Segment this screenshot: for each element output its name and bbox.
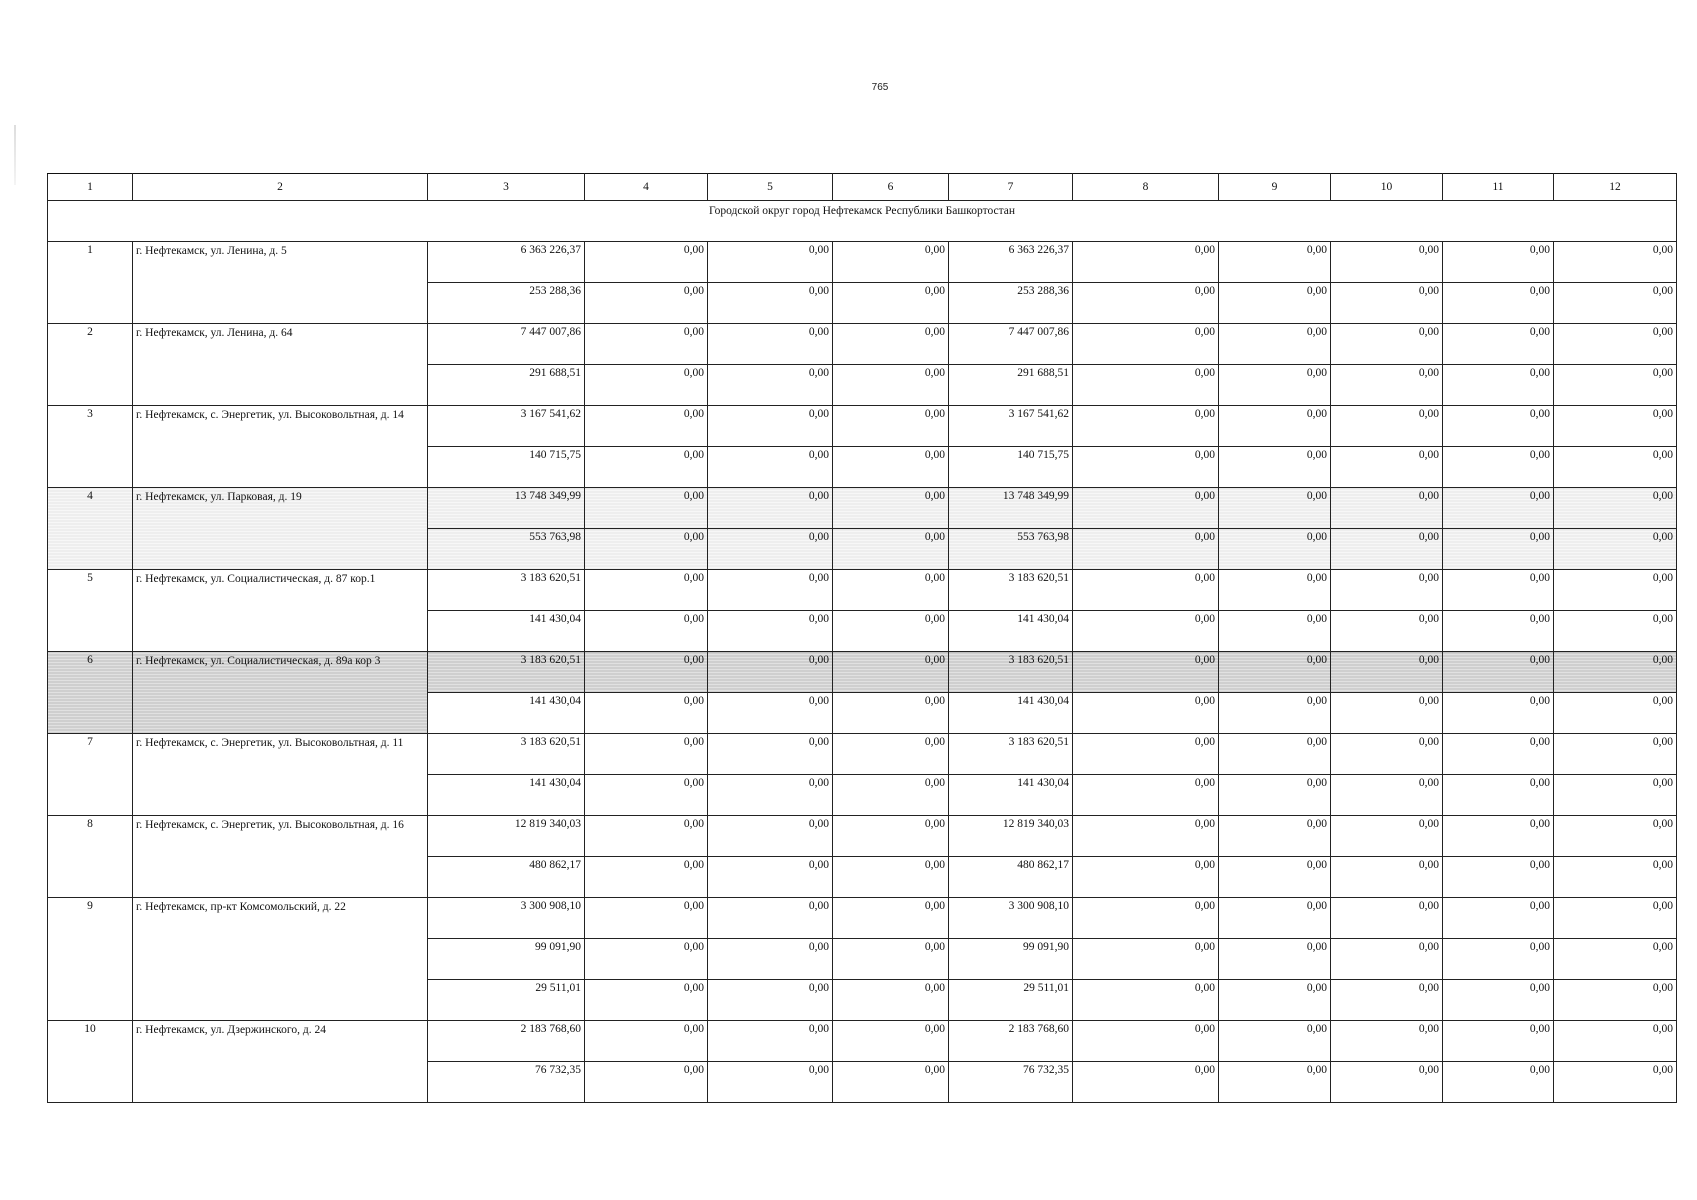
address-cell: г. Нефтекамск, с. Энергетик, ул. Высоковольтная, д. 11 <box>133 734 428 816</box>
value-cell-col-12: 0,00 <box>1554 283 1677 324</box>
value-cell-col-3: 29 511,01 <box>428 980 585 1021</box>
value-cell-col-6: 0,00 <box>833 406 949 447</box>
value-cell-col-6: 0,00 <box>833 1021 949 1062</box>
column-number-2: 2 <box>133 174 428 201</box>
value-cell-col-12: 0,00 <box>1554 1062 1677 1103</box>
address-cell: г. Нефтекамск, ул. Дзержинского, д. 24 <box>133 1021 428 1103</box>
value-cell-col-3: 76 732,35 <box>428 1062 585 1103</box>
value-cell-col-7: 253 288,36 <box>949 283 1073 324</box>
value-cell-col-4: 0,00 <box>585 734 708 775</box>
value-cell-col-7: 141 430,04 <box>949 693 1073 734</box>
value-cell-col-4: 0,00 <box>585 447 708 488</box>
value-cell-col-8: 0,00 <box>1073 488 1219 529</box>
value-cell-col-9: 0,00 <box>1219 283 1331 324</box>
value-cell-col-10: 0,00 <box>1331 324 1443 365</box>
address-cell: г. Нефтекамск, с. Энергетик, ул. Высоковольтная, д. 14 <box>133 406 428 488</box>
value-cell-col-12: 0,00 <box>1554 980 1677 1021</box>
value-cell-col-12: 0,00 <box>1554 1021 1677 1062</box>
value-cell-col-6: 0,00 <box>833 570 949 611</box>
value-cell-col-9: 0,00 <box>1219 734 1331 775</box>
value-cell-col-12: 0,00 <box>1554 898 1677 939</box>
address-cell: г. Нефтекамск, пр-кт Комсомольский, д. 22 <box>133 898 428 1021</box>
value-cell-col-12: 0,00 <box>1554 693 1677 734</box>
value-cell-col-3: 2 183 768,60 <box>428 1021 585 1062</box>
value-cell-col-4: 0,00 <box>585 283 708 324</box>
value-cell-col-5: 0,00 <box>708 570 833 611</box>
value-cell-col-9: 0,00 <box>1219 775 1331 816</box>
value-cell-col-7: 99 091,90 <box>949 939 1073 980</box>
region-row <box>48 201 1677 242</box>
value-cell-col-5: 0,00 <box>708 939 833 980</box>
value-cell-col-3: 291 688,51 <box>428 365 585 406</box>
value-cell-col-6: 0,00 <box>833 939 949 980</box>
value-cell-col-4: 0,00 <box>585 406 708 447</box>
value-cell-col-11: 0,00 <box>1443 775 1554 816</box>
value-cell-col-4: 0,00 <box>585 529 708 570</box>
value-cell-col-9: 0,00 <box>1219 898 1331 939</box>
value-cell-col-4: 0,00 <box>585 980 708 1021</box>
value-cell-col-10: 0,00 <box>1331 652 1443 693</box>
column-number-3: 3 <box>428 174 585 201</box>
address-cell: г. Нефтекамск, с. Энергетик, ул. Высоковольтная, д. 16 <box>133 816 428 898</box>
value-cell-col-12: 0,00 <box>1554 488 1677 529</box>
value-cell-col-6: 0,00 <box>833 898 949 939</box>
value-cell-col-9: 0,00 <box>1219 611 1331 652</box>
value-cell-col-5: 0,00 <box>708 324 833 365</box>
column-number-8: 8 <box>1073 174 1219 201</box>
value-cell-col-6: 0,00 <box>833 611 949 652</box>
value-cell-col-10: 0,00 <box>1331 447 1443 488</box>
value-cell-col-8: 0,00 <box>1073 980 1219 1021</box>
value-cell-col-3: 141 430,04 <box>428 611 585 652</box>
value-cell-col-3: 6 363 226,37 <box>428 242 585 283</box>
address-cell: г. Нефтекамск, ул. Ленина, д. 5 <box>133 242 428 324</box>
value-cell-col-5: 0,00 <box>708 775 833 816</box>
value-cell-col-3: 3 300 908,10 <box>428 898 585 939</box>
column-number-9: 9 <box>1219 174 1331 201</box>
value-cell-col-3: 3 183 620,51 <box>428 652 585 693</box>
value-cell-col-11: 0,00 <box>1443 1062 1554 1103</box>
value-cell-col-5: 0,00 <box>708 488 833 529</box>
value-cell-col-12: 0,00 <box>1554 939 1677 980</box>
value-cell-col-11: 0,00 <box>1443 570 1554 611</box>
value-cell-col-7: 140 715,75 <box>949 447 1073 488</box>
value-cell-col-10: 0,00 <box>1331 283 1443 324</box>
value-cell-col-3: 553 763,98 <box>428 529 585 570</box>
value-cell-col-9: 0,00 <box>1219 1062 1331 1103</box>
value-cell-col-6: 0,00 <box>833 529 949 570</box>
value-cell-col-11: 0,00 <box>1443 242 1554 283</box>
value-cell-col-6: 0,00 <box>833 652 949 693</box>
value-cell-col-8: 0,00 <box>1073 406 1219 447</box>
value-cell-col-12: 0,00 <box>1554 242 1677 283</box>
value-cell-col-5: 0,00 <box>708 242 833 283</box>
value-cell-col-5: 0,00 <box>708 857 833 898</box>
value-cell-col-9: 0,00 <box>1219 324 1331 365</box>
value-cell-col-3: 3 167 541,62 <box>428 406 585 447</box>
value-cell-col-9: 0,00 <box>1219 529 1331 570</box>
value-cell-col-9: 0,00 <box>1219 1021 1331 1062</box>
column-number-11: 11 <box>1443 174 1554 201</box>
value-cell-col-6: 0,00 <box>833 365 949 406</box>
value-cell-col-3: 140 715,75 <box>428 447 585 488</box>
value-cell-col-6: 0,00 <box>833 693 949 734</box>
value-cell-col-6: 0,00 <box>833 488 949 529</box>
value-cell-col-6: 0,00 <box>833 734 949 775</box>
value-cell-col-4: 0,00 <box>585 816 708 857</box>
value-cell-col-9: 0,00 <box>1219 406 1331 447</box>
value-cell-col-8: 0,00 <box>1073 283 1219 324</box>
value-cell-col-10: 0,00 <box>1331 406 1443 447</box>
value-cell-col-9: 0,00 <box>1219 939 1331 980</box>
value-cell-col-11: 0,00 <box>1443 1021 1554 1062</box>
value-cell-col-3: 99 091,90 <box>428 939 585 980</box>
value-cell-col-10: 0,00 <box>1331 365 1443 406</box>
column-number-12: 12 <box>1554 174 1677 201</box>
value-cell-col-4: 0,00 <box>585 652 708 693</box>
value-cell-col-11: 0,00 <box>1443 898 1554 939</box>
value-cell-col-9: 0,00 <box>1219 447 1331 488</box>
value-cell-col-3: 480 862,17 <box>428 857 585 898</box>
value-cell-col-8: 0,00 <box>1073 447 1219 488</box>
value-cell-col-11: 0,00 <box>1443 406 1554 447</box>
value-cell-col-4: 0,00 <box>585 488 708 529</box>
value-cell-col-8: 0,00 <box>1073 775 1219 816</box>
value-cell-col-3: 141 430,04 <box>428 693 585 734</box>
table-row <box>48 406 1677 447</box>
value-cell-col-10: 0,00 <box>1331 980 1443 1021</box>
value-cell-col-5: 0,00 <box>708 365 833 406</box>
value-cell-col-5: 0,00 <box>708 652 833 693</box>
value-cell-col-11: 0,00 <box>1443 529 1554 570</box>
page-number: 765 <box>871 82 889 93</box>
value-cell-col-8: 0,00 <box>1073 570 1219 611</box>
value-cell-col-10: 0,00 <box>1331 570 1443 611</box>
value-cell-col-6: 0,00 <box>833 775 949 816</box>
value-cell-col-11: 0,00 <box>1443 488 1554 529</box>
address-cell: г. Нефтекамск, ул. Социалистическая, д. 89а кор 3 <box>133 652 428 734</box>
column-number-row <box>48 174 1677 201</box>
column-number-10: 10 <box>1331 174 1443 201</box>
value-cell-col-8: 0,00 <box>1073 611 1219 652</box>
value-cell-col-11: 0,00 <box>1443 693 1554 734</box>
value-cell-col-6: 0,00 <box>833 324 949 365</box>
value-cell-col-6: 0,00 <box>833 447 949 488</box>
row-number: 7 <box>48 734 133 816</box>
value-cell-col-8: 0,00 <box>1073 857 1219 898</box>
value-cell-col-4: 0,00 <box>585 365 708 406</box>
value-cell-col-4: 0,00 <box>585 693 708 734</box>
value-cell-col-11: 0,00 <box>1443 939 1554 980</box>
value-cell-col-3: 13 748 349,99 <box>428 488 585 529</box>
table-row <box>48 324 1677 365</box>
value-cell-col-9: 0,00 <box>1219 242 1331 283</box>
table-body <box>48 174 1677 1103</box>
value-cell-col-12: 0,00 <box>1554 816 1677 857</box>
value-cell-col-9: 0,00 <box>1219 652 1331 693</box>
value-cell-col-7: 3 183 620,51 <box>949 652 1073 693</box>
value-cell-col-7: 553 763,98 <box>949 529 1073 570</box>
value-cell-col-11: 0,00 <box>1443 980 1554 1021</box>
value-cell-col-5: 0,00 <box>708 611 833 652</box>
row-number: 1 <box>48 242 133 324</box>
value-cell-col-8: 0,00 <box>1073 1021 1219 1062</box>
value-cell-col-7: 141 430,04 <box>949 775 1073 816</box>
value-cell-col-5: 0,00 <box>708 734 833 775</box>
value-cell-col-5: 0,00 <box>708 447 833 488</box>
value-cell-col-12: 0,00 <box>1554 775 1677 816</box>
value-cell-col-5: 0,00 <box>708 980 833 1021</box>
value-cell-col-12: 0,00 <box>1554 324 1677 365</box>
value-cell-col-3: 7 447 007,86 <box>428 324 585 365</box>
value-cell-col-7: 29 511,01 <box>949 980 1073 1021</box>
row-number: 5 <box>48 570 133 652</box>
value-cell-col-7: 7 447 007,86 <box>949 324 1073 365</box>
value-cell-col-12: 0,00 <box>1554 611 1677 652</box>
value-cell-col-5: 0,00 <box>708 283 833 324</box>
value-cell-col-11: 0,00 <box>1443 324 1554 365</box>
value-cell-col-4: 0,00 <box>585 775 708 816</box>
value-cell-col-9: 0,00 <box>1219 816 1331 857</box>
value-cell-col-5: 0,00 <box>708 816 833 857</box>
table-row <box>48 1021 1677 1062</box>
column-number-1: 1 <box>48 174 133 201</box>
value-cell-col-3: 3 183 620,51 <box>428 734 585 775</box>
value-cell-col-10: 0,00 <box>1331 1062 1443 1103</box>
value-cell-col-8: 0,00 <box>1073 734 1219 775</box>
value-cell-col-11: 0,00 <box>1443 611 1554 652</box>
value-cell-col-12: 0,00 <box>1554 529 1677 570</box>
value-cell-col-4: 0,00 <box>585 898 708 939</box>
table-row <box>48 734 1677 775</box>
value-cell-col-7: 76 732,35 <box>949 1062 1073 1103</box>
value-cell-col-4: 0,00 <box>585 857 708 898</box>
budget-table <box>47 173 1677 1103</box>
value-cell-col-11: 0,00 <box>1443 652 1554 693</box>
value-cell-col-8: 0,00 <box>1073 816 1219 857</box>
value-cell-col-8: 0,00 <box>1073 242 1219 283</box>
value-cell-col-7: 3 183 620,51 <box>949 734 1073 775</box>
value-cell-col-5: 0,00 <box>708 898 833 939</box>
value-cell-col-4: 0,00 <box>585 1062 708 1103</box>
value-cell-col-5: 0,00 <box>708 406 833 447</box>
column-number-5: 5 <box>708 174 833 201</box>
value-cell-col-3: 141 430,04 <box>428 775 585 816</box>
value-cell-col-10: 0,00 <box>1331 857 1443 898</box>
value-cell-col-4: 0,00 <box>585 611 708 652</box>
value-cell-col-7: 3 167 541,62 <box>949 406 1073 447</box>
value-cell-col-10: 0,00 <box>1331 488 1443 529</box>
column-number-7: 7 <box>949 174 1073 201</box>
value-cell-col-6: 0,00 <box>833 242 949 283</box>
table-row <box>48 488 1677 529</box>
value-cell-col-10: 0,00 <box>1331 816 1443 857</box>
address-cell: г. Нефтекамск, ул. Ленина, д. 64 <box>133 324 428 406</box>
column-number-6: 6 <box>833 174 949 201</box>
value-cell-col-11: 0,00 <box>1443 857 1554 898</box>
value-cell-col-3: 3 183 620,51 <box>428 570 585 611</box>
row-number: 10 <box>48 1021 133 1103</box>
value-cell-col-11: 0,00 <box>1443 734 1554 775</box>
value-cell-col-7: 480 862,17 <box>949 857 1073 898</box>
value-cell-col-8: 0,00 <box>1073 324 1219 365</box>
value-cell-col-11: 0,00 <box>1443 283 1554 324</box>
table-row <box>48 570 1677 611</box>
value-cell-col-9: 0,00 <box>1219 570 1331 611</box>
value-cell-col-7: 3 183 620,51 <box>949 570 1073 611</box>
value-cell-col-12: 0,00 <box>1554 447 1677 488</box>
value-cell-col-11: 0,00 <box>1443 365 1554 406</box>
value-cell-col-10: 0,00 <box>1331 898 1443 939</box>
value-cell-col-5: 0,00 <box>708 1062 833 1103</box>
table-row <box>48 898 1677 939</box>
value-cell-col-9: 0,00 <box>1219 857 1331 898</box>
value-cell-col-8: 0,00 <box>1073 939 1219 980</box>
value-cell-col-7: 12 819 340,03 <box>949 816 1073 857</box>
value-cell-col-10: 0,00 <box>1331 693 1443 734</box>
row-number: 6 <box>48 652 133 734</box>
value-cell-col-12: 0,00 <box>1554 857 1677 898</box>
value-cell-col-9: 0,00 <box>1219 980 1331 1021</box>
value-cell-col-10: 0,00 <box>1331 1021 1443 1062</box>
value-cell-col-6: 0,00 <box>833 283 949 324</box>
value-cell-col-7: 13 748 349,99 <box>949 488 1073 529</box>
table-row <box>48 652 1677 693</box>
row-number: 3 <box>48 406 133 488</box>
row-number: 2 <box>48 324 133 406</box>
value-cell-col-7: 3 300 908,10 <box>949 898 1073 939</box>
table-row <box>48 816 1677 857</box>
value-cell-col-4: 0,00 <box>585 324 708 365</box>
value-cell-col-7: 2 183 768,60 <box>949 1021 1073 1062</box>
value-cell-col-4: 0,00 <box>585 570 708 611</box>
value-cell-col-12: 0,00 <box>1554 734 1677 775</box>
value-cell-col-5: 0,00 <box>708 529 833 570</box>
value-cell-col-4: 0,00 <box>585 939 708 980</box>
value-cell-col-7: 6 363 226,37 <box>949 242 1073 283</box>
value-cell-col-4: 0,00 <box>585 242 708 283</box>
address-cell: г. Нефтекамск, ул. Парковая, д. 19 <box>133 488 428 570</box>
value-cell-col-7: 291 688,51 <box>949 365 1073 406</box>
value-cell-col-10: 0,00 <box>1331 529 1443 570</box>
table-row <box>48 242 1677 283</box>
value-cell-col-6: 0,00 <box>833 816 949 857</box>
value-cell-col-10: 0,00 <box>1331 611 1443 652</box>
value-cell-col-10: 0,00 <box>1331 242 1443 283</box>
value-cell-col-12: 0,00 <box>1554 406 1677 447</box>
value-cell-col-10: 0,00 <box>1331 734 1443 775</box>
row-number: 8 <box>48 816 133 898</box>
value-cell-col-10: 0,00 <box>1331 939 1443 980</box>
value-cell-col-9: 0,00 <box>1219 693 1331 734</box>
address-cell: г. Нефтекамск, ул. Социалистическая, д. 87 кор.1 <box>133 570 428 652</box>
value-cell-col-8: 0,00 <box>1073 652 1219 693</box>
row-number: 4 <box>48 488 133 570</box>
value-cell-col-9: 0,00 <box>1219 488 1331 529</box>
value-cell-col-7: 141 430,04 <box>949 611 1073 652</box>
value-cell-col-8: 0,00 <box>1073 1062 1219 1103</box>
value-cell-col-6: 0,00 <box>833 857 949 898</box>
row-number: 9 <box>48 898 133 1021</box>
value-cell-col-4: 0,00 <box>585 1021 708 1062</box>
scan-edge-mark <box>14 125 16 185</box>
value-cell-col-8: 0,00 <box>1073 898 1219 939</box>
region-title: Городской округ город Нефтекамск Республики Башкортостан <box>48 201 1677 242</box>
value-cell-col-10: 0,00 <box>1331 775 1443 816</box>
value-cell-col-5: 0,00 <box>708 693 833 734</box>
value-cell-col-11: 0,00 <box>1443 447 1554 488</box>
value-cell-col-6: 0,00 <box>833 1062 949 1103</box>
value-cell-col-12: 0,00 <box>1554 570 1677 611</box>
value-cell-col-5: 0,00 <box>708 1021 833 1062</box>
value-cell-col-12: 0,00 <box>1554 365 1677 406</box>
value-cell-col-8: 0,00 <box>1073 529 1219 570</box>
value-cell-col-12: 0,00 <box>1554 652 1677 693</box>
value-cell-col-8: 0,00 <box>1073 693 1219 734</box>
value-cell-col-8: 0,00 <box>1073 365 1219 406</box>
value-cell-col-6: 0,00 <box>833 980 949 1021</box>
column-number-4: 4 <box>585 174 708 201</box>
value-cell-col-3: 253 288,36 <box>428 283 585 324</box>
value-cell-col-9: 0,00 <box>1219 365 1331 406</box>
value-cell-col-3: 12 819 340,03 <box>428 816 585 857</box>
value-cell-col-11: 0,00 <box>1443 816 1554 857</box>
